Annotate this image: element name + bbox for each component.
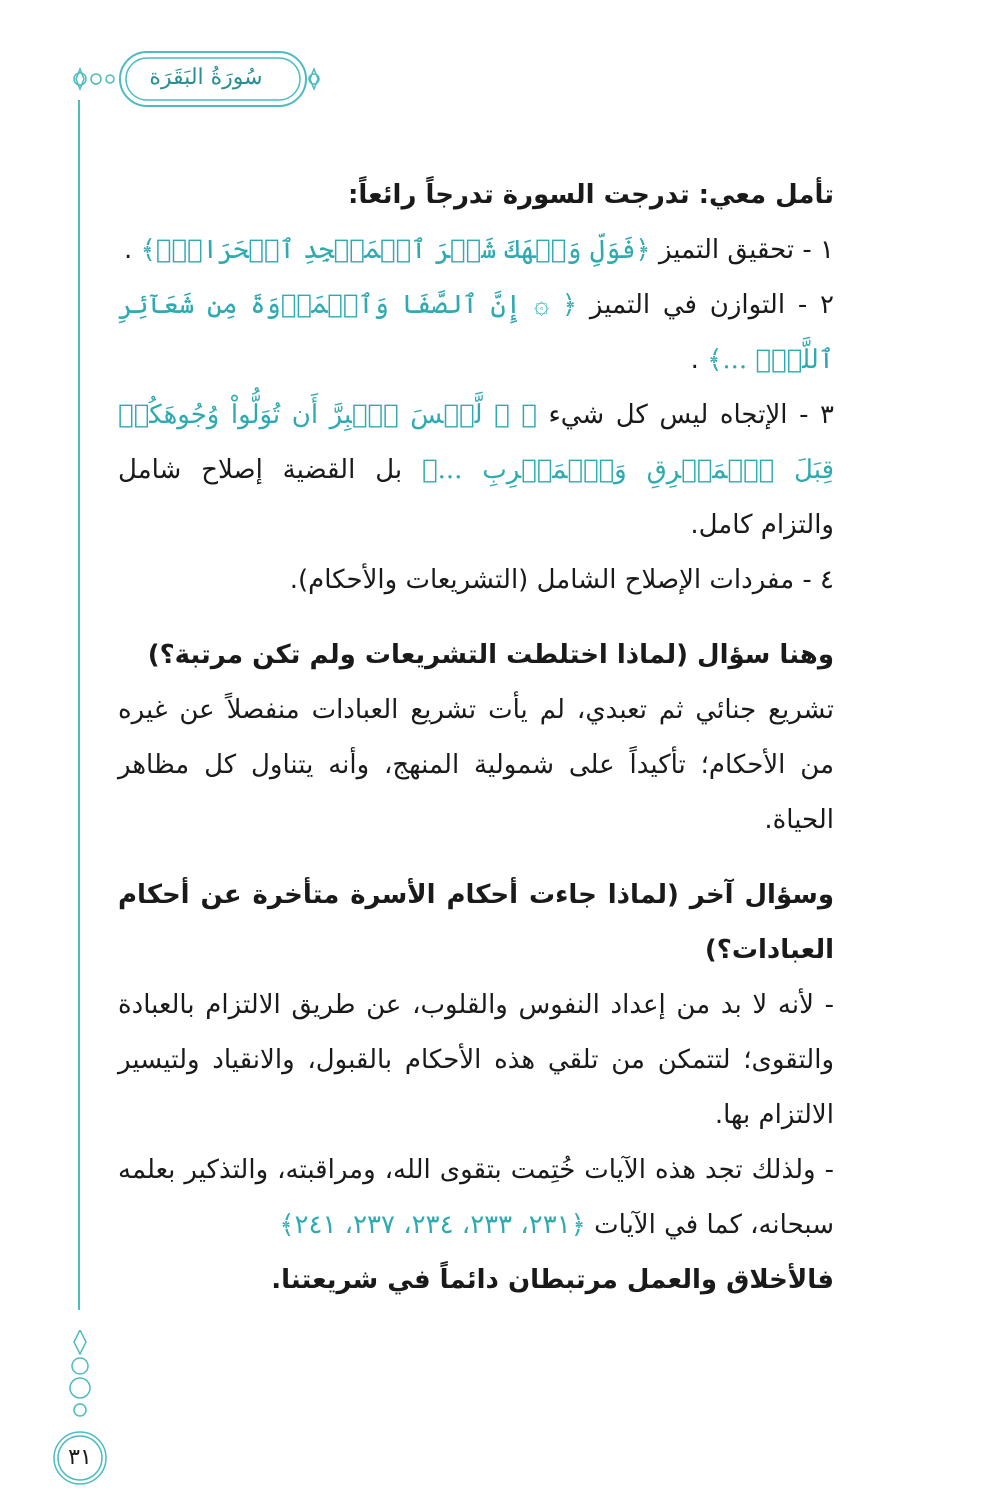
quran-verse-3: ﴿ ۞ لَّيۡسَ ٱلۡبِرَّ أَن تُوَلُّواْ وُجُوهَكُمۡ قِبَلَ ٱلۡمَشۡرِقِ وَٱلۡمَغۡرِبِ ...﴾ [118, 400, 835, 485]
page-number: ٣١ [68, 1445, 92, 1470]
section2-body: تشريع جنائي ثم تعبدي، لم يأت تشريع العبادات منفصلاً عن غيره من الأحكام؛ تأكيداً على شمولية المنهج، وأنه يتناول كل مظاهر الحياة. [118, 695, 834, 835]
section3-heading: وسؤال آخر (لماذا جاءت أحكام الأسرة متأخرة عن أحكام العبادات؟) [118, 880, 834, 965]
item1-end: . [124, 235, 133, 265]
item3-rest: بل القضية إصلاح شامل والتزام كامل. [118, 455, 834, 540]
section1-heading: تأمل معي: تدرجت السورة تدرجاً رائعاً: [347, 180, 834, 210]
page-content [118, 168, 834, 1308]
surah-title: سُورَةُ البَقَرَة [149, 65, 263, 90]
quran-verse-2: ﴿ ۞ إِنَّ ٱلصَّفَا وَٱلۡمَرۡوَةَ مِن شَعَآئِرِ ٱللَّهِۖ ...﴾ [118, 290, 834, 375]
item1-text: ١ - تحقيق التميز [658, 235, 834, 265]
item2-end: . [690, 345, 699, 375]
section2-heading: وهنا سؤال (لماذا اختلطت التشريعات ولم تكن مرتبة؟) [147, 640, 834, 670]
list-item-4: ٤ - مفردات الإصلاح الشامل (التشريعات والأحكام). [289, 565, 834, 595]
list-item-2 [118, 278, 834, 388]
point2-text: - ولذلك تجد هذه الآيات خُتِمت بتقوى الله، ومراقبته، والتذكير بعلمه سبحانه، كما في الآيات [118, 1155, 834, 1240]
section3-point-2 [118, 1143, 834, 1253]
item2-text: ٢ - التوازن في التميز [589, 290, 834, 320]
conclusion: فالأخلاق والعمل مرتبطان دائماً في شريعتنا. [271, 1265, 834, 1295]
list-item-3 [118, 388, 834, 553]
verse-references: ﴿٢٣١، ٢٣٣، ٢٣٤، ٢٣٧، ٢٤١﴾ [279, 1210, 586, 1240]
list-item-1 [118, 223, 834, 278]
page-frame-line [78, 100, 80, 1310]
section3-point-1: - لأنه لا بد من إعداد النفوس والقلوب، عن طريق الالتزام بالعبادة والتقوى؛ لتتمكن من تلقي هذه الأحكام بالقبول، والانقياد ولتيسير الالتزام بها. [118, 990, 834, 1130]
item3-text: ٣ - الإتجاه ليس كل شيء [548, 400, 835, 430]
quran-verse-1: ﴿فَوَلِّ وَجۡهَكَ شَطۡرَ ٱلۡمَسۡجِدِ ٱلۡحَرَامِۚ﴾ [140, 235, 651, 265]
